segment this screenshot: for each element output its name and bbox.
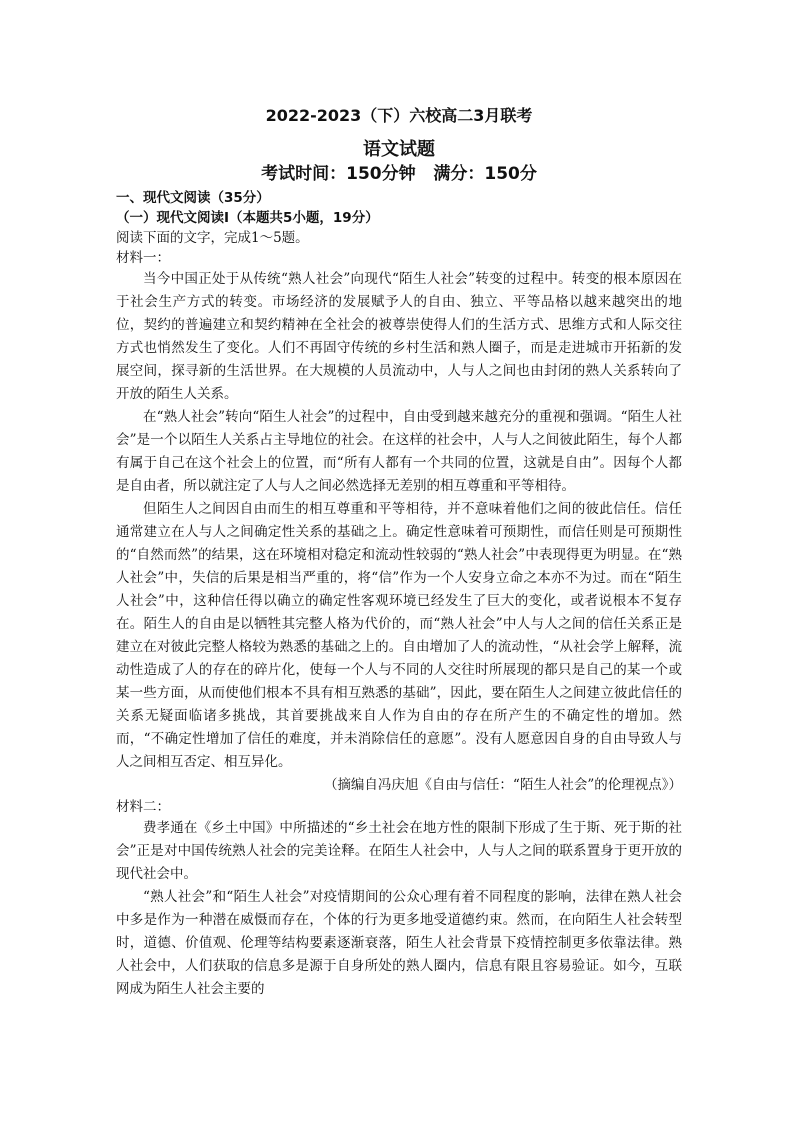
part-heading: （一）现代文阅读Ⅰ（本题共5小题，19分） [116, 210, 379, 226]
exam-info: 考试时间：150分钟 满分：150分 [261, 164, 537, 184]
exam-title: 2022-2023（下）六校高二3月联考 [265, 106, 533, 125]
subject-title: 语文试题 [363, 139, 435, 160]
material-one-paragraph-2: 在“熟人社会”转向“陌生人社会”的过程中，自由受到越来越充分的重视和强调。“陌生人社会”是一个以陌生人关系占主导地位的社会。在这样的社会中，人与人之间彼此陌生，每个人都有属于自己在这个社会上的位置，而“所有人都有一个共同的位置，这就是自由”。因每个人都是自由者，所以就注定了人与人之间必然选择无差别的相互尊重和平等相待。 [116, 409, 682, 494]
material-one-source: （摘编自冯庆旭《自由与信任：“陌生人社会”的伦理视点》） [323, 777, 682, 793]
exam-page [116, 104, 682, 1001]
material-two-paragraph-1: 费孝通在《乡土中国》中所描述的“乡土社会在地方性的限制下形成了生于斯、死于斯的社会”正是对中国传统熟人社会的完美诠释。在陌生人社会中，人与人之间的联系置身于更开放的现代社会中。 [116, 820, 682, 882]
section-heading: 一、现代文阅读（35分） [116, 190, 270, 206]
material-one-label: 材料一： [116, 250, 170, 266]
material-one-paragraph-1: 当今中国正处于从传统“熟人社会”向现代“陌生人社会”转变的过程中。转变的根本原因在于社会生产方式的转变。市场经济的发展赋予人的自由、独立、平等品格以越来越突出的地位，契约的普遍建立和契约精神在全社会的被尊崇使得人们的生活方式、思维方式和人际交往方式也悄然发生了变化。人们不再固守传统的乡村生活和熟人圈子，而是走进城市开拓新的发展空间，探寻新的生活世界。在大规模的人员流动中，人与人之间也由封闭的熟人关系转向了开放的陌生人关系。 [116, 271, 682, 402]
material-one-paragraph-3: 但陌生人之间因自由而生的相互尊重和平等相待，并不意味着他们之间的彼此信任。信任通常建立在人与人之间确定性关系的基础之上。确定性意味着可预期性，而信任则是可预期性的“自然而然”的结果，这在环境相对稳定和流动性较弱的“熟人社会”中表现得更为明显。在“熟人社会”中，失信的后果是相当严重的，将“信”作为一个人安身立命之本亦不为过。而在“陌生人社会”中，这种信任得以确立的确定性客观环境已经发生了巨大的变化，或者说根本不复存在。陌生人的自由是以牺牲其完整人格为代价的，而“熟人社会”中人与人之间的信任关系正是建立在对彼此完整人格较为熟悉的基础之上的。自由增加了人的流动性，“从社会学上解释，流动性造成了人的存在的碎片化，使每一个人与不同的人交往时所展现的都只是自己的某一个或某一些方面，从而使他们根本不具有相互熟悉的基础”，因此，要在陌生人之间建立彼此信任的关系无疑面临诸多挑战，其首要挑战来自人作为自由的存在所产生的不确定性的增加。然而，“不确定性增加了信任的难度，并未消除信任的意愿”。没有人愿意因自身的自由导致人与人之间相互否定、相互异化。 [116, 501, 682, 770]
reading-instruction: 阅读下面的文字，完成1～5题。 [116, 230, 309, 246]
material-two-label: 材料二： [116, 799, 170, 815]
material-two-paragraph-2: “熟人社会”和“陌生人社会”对疫情期间的公众心理有着不同程度的影响，法律在熟人社会中多是作为一种潜在威慑而存在，个体的行为更多地受道德约束。然而，在向陌生人社会转型时，道德、价值观、伦理等结构要素逐渐衰落，陌生人社会背景下疫情控制更多依靠法律。熟人社会中，人们获取的信息多是源于自身所处的熟人圈内，信息有限且容易验证。如今，互联网成为陌生人社会主要的 [116, 889, 682, 997]
